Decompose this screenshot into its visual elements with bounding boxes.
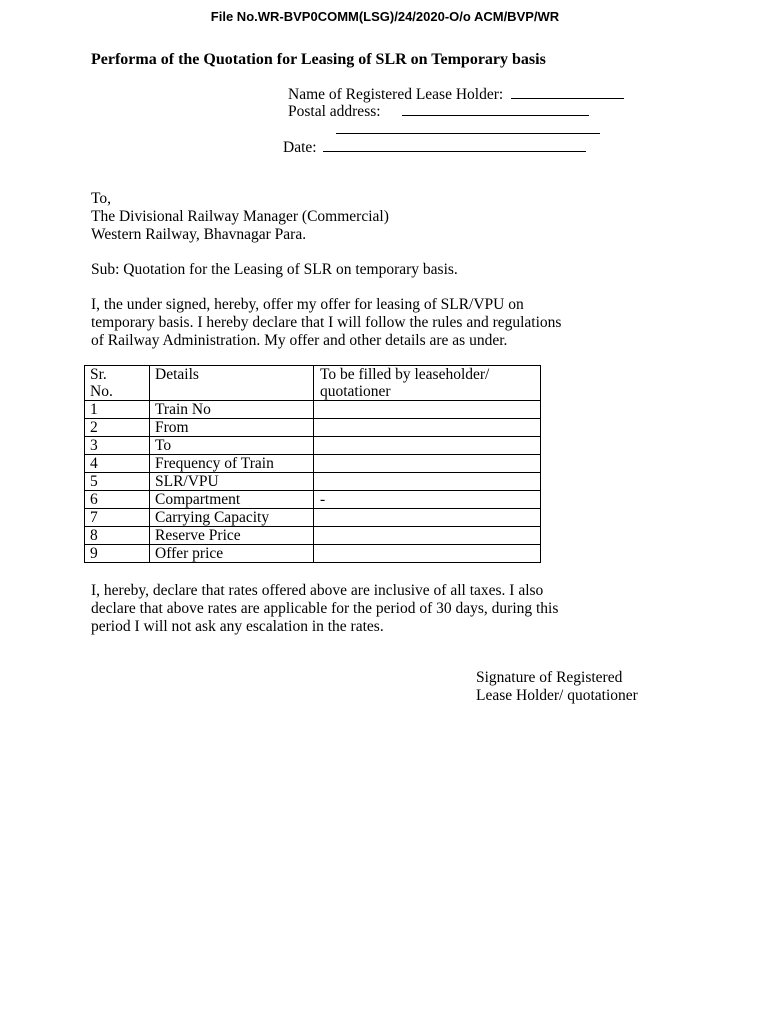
row-value-cell[interactable]	[314, 419, 541, 437]
header-sr-line-2: No.	[90, 383, 113, 400]
header-sr-no	[85, 366, 150, 401]
address-to: To,	[91, 190, 112, 207]
row-detail: Train No	[150, 401, 314, 419]
row-detail: Frequency of Train	[150, 455, 314, 473]
row-sr: 9	[85, 545, 150, 563]
date-blank[interactable]	[323, 139, 586, 152]
postal-address-blank[interactable]	[402, 103, 589, 116]
date-line	[283, 139, 586, 157]
row-value-cell[interactable]	[314, 401, 541, 419]
table-row	[85, 545, 541, 563]
table-row	[85, 509, 541, 527]
table-row	[85, 527, 541, 545]
details-table	[84, 365, 541, 563]
header-sr-line-1: Sr.	[90, 366, 107, 383]
row-detail: From	[150, 419, 314, 437]
postal-address-label: Postal address:	[288, 103, 381, 120]
declaration-paragraph	[91, 582, 558, 636]
address-line-1: The Divisional Railway Manager (Commercial)	[91, 208, 389, 225]
header-fill-line-2: quotationer	[320, 383, 391, 400]
row-detail: Compartment	[150, 491, 314, 509]
row-sr: 2	[85, 419, 150, 437]
table-row	[85, 401, 541, 419]
row-detail: To	[150, 437, 314, 455]
row-value-cell[interactable]	[314, 473, 541, 491]
postal-address-line	[288, 103, 589, 121]
signature-line-1: Signature of Registered	[476, 669, 623, 686]
signature-block	[476, 669, 638, 705]
row-value-cell[interactable]	[314, 509, 541, 527]
declaration-line-3: period I will not ask any escalation in the rates.	[91, 618, 384, 635]
table-header-row	[85, 366, 541, 401]
table-row	[85, 419, 541, 437]
row-detail: Offer price	[150, 545, 314, 563]
row-value-cell[interactable]: -	[314, 491, 541, 509]
row-sr: 3	[85, 437, 150, 455]
row-sr: 7	[85, 509, 150, 527]
file-number: File No.WR-BVP0COMM(LSG)/24/2020-O/o ACM/BVP/WR	[210, 9, 560, 24]
row-value-cell[interactable]	[314, 527, 541, 545]
row-value-cell[interactable]	[314, 437, 541, 455]
header-fill	[314, 366, 541, 401]
holder-name-label: Name of Registered Lease Holder:	[288, 86, 504, 103]
row-sr: 6	[85, 491, 150, 509]
signature-line-2: Lease Holder/ quotationer	[476, 687, 638, 704]
offer-line-3: of Railway Administration. My offer and other details are as under.	[91, 332, 508, 349]
offer-paragraph	[91, 296, 561, 350]
row-sr: 4	[85, 455, 150, 473]
declaration-line-2: declare that above rates are applicable for the period of 30 days, during this	[91, 600, 559, 617]
row-value-cell[interactable]	[314, 455, 541, 473]
row-sr: 1	[85, 401, 150, 419]
date-label: Date:	[283, 139, 317, 156]
row-detail: Reserve Price	[150, 527, 314, 545]
declaration-line-1: I, hereby, declare that rates offered above are inclusive of all taxes. I also	[91, 582, 544, 599]
row-detail: Carrying Capacity	[150, 509, 314, 527]
row-detail: SLR/VPU	[150, 473, 314, 491]
row-sr: 8	[85, 527, 150, 545]
header-details: Details	[150, 366, 314, 401]
header-fill-line-1: To be filled by leaseholder/	[320, 366, 490, 383]
table-row	[85, 455, 541, 473]
address-line-2: Western Railway, Bhavnagar Para.	[91, 226, 307, 243]
offer-line-2: temporary basis. I hereby declare that I will follow the rules and regulations	[91, 314, 562, 331]
row-sr: 5	[85, 473, 150, 491]
holder-name-blank[interactable]	[511, 86, 624, 99]
offer-line-1: I, the under signed, hereby, offer my offer for leasing of SLR/VPU on	[91, 296, 524, 313]
page-title: Performa of the Quotation for Leasing of SLR on Temporary basis	[91, 51, 546, 68]
row-value-cell[interactable]	[314, 545, 541, 563]
table-row	[85, 437, 541, 455]
holder-name-line	[288, 86, 624, 104]
table-row	[85, 473, 541, 491]
subject-line: Sub: Quotation for the Leasing of SLR on temporary basis.	[91, 261, 458, 278]
postal-address-blank-2[interactable]	[336, 120, 600, 134]
table-row	[85, 491, 541, 509]
address-block	[91, 190, 389, 244]
